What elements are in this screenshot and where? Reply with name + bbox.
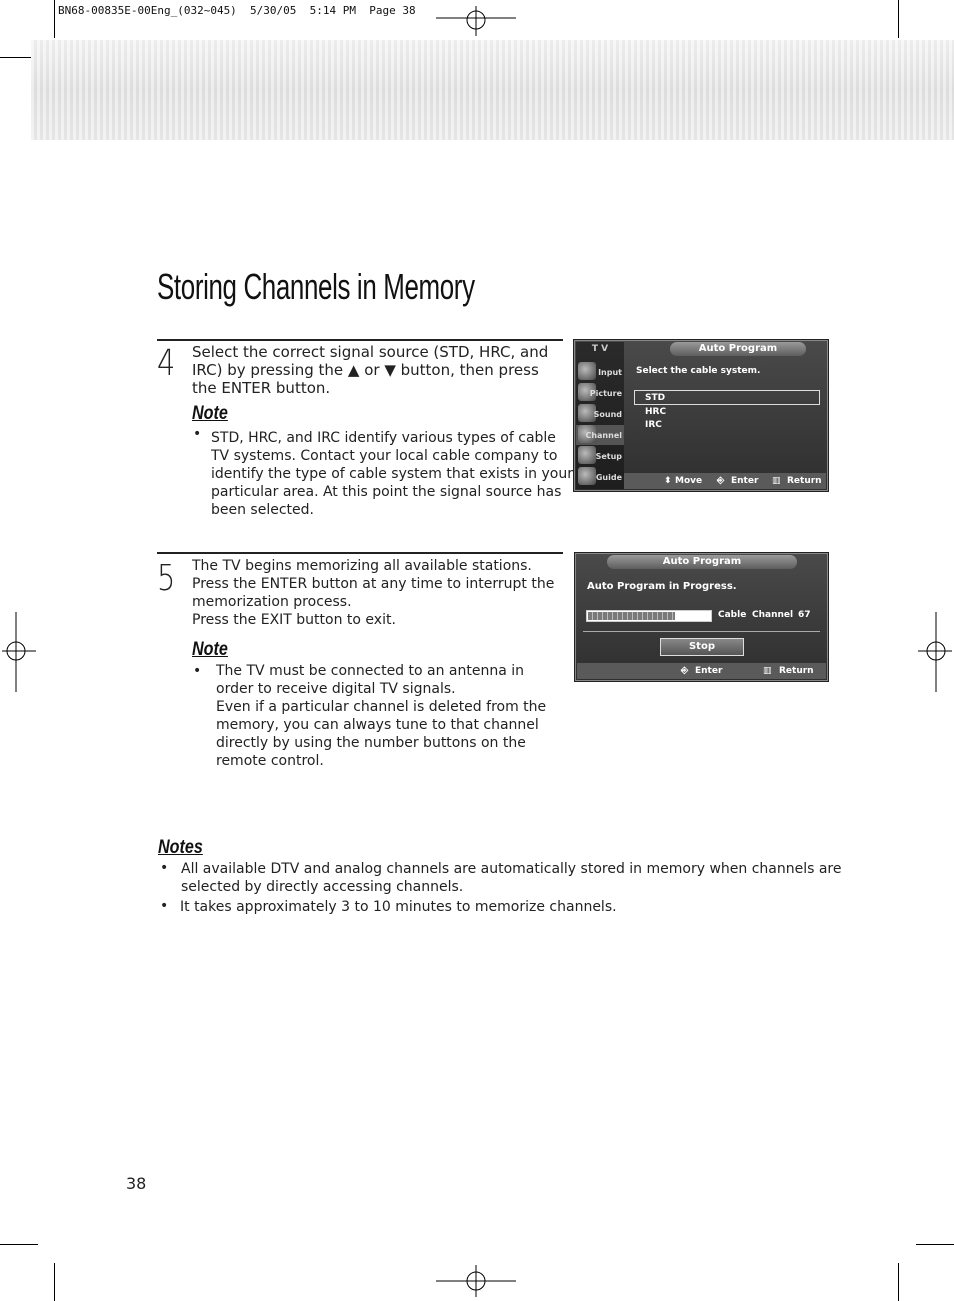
step4-note-line: identify the type of cable system that exists in your — [211, 466, 573, 482]
notes-line: selected by directly accessing channels. — [181, 879, 464, 895]
bullet-icon: • — [160, 860, 169, 876]
osd-footer-return: Return — [787, 476, 822, 486]
osd-mode-label: T V — [591, 344, 609, 354]
step4-line: the ENTER button. — [192, 379, 331, 397]
step4-text — [192, 343, 552, 397]
step4-note-heading: Note — [192, 403, 228, 424]
notes-line: It takes approximately 3 to 10 minutes to memorize channels. — [180, 899, 617, 915]
step5-rule — [157, 552, 563, 554]
crop-mark — [898, 0, 899, 38]
crop-mark — [898, 1263, 899, 1301]
osd-menu-guide[interactable] — [576, 467, 624, 487]
notes-line: All available DTV and analog channels are automatically stored in memory when channels are — [181, 861, 842, 877]
input-icon — [578, 362, 596, 380]
step4-note-line: TV systems. Contact your local cable company to — [211, 448, 558, 464]
step4-note-line: particular area. At this point the signal source has — [211, 484, 562, 500]
page-title: Storing Channels in Memory — [157, 266, 475, 307]
step5-note-line: remote control. — [216, 753, 324, 769]
bullet-icon: • — [193, 663, 202, 679]
stop-button[interactable]: Stop — [660, 638, 744, 656]
osd-menu-label: Sound — [593, 410, 622, 419]
tv-screen-auto-program-progress — [574, 552, 829, 682]
registration-target-icon — [0, 612, 38, 692]
tv-screen-auto-program-cable — [573, 339, 829, 492]
step4-note-body — [211, 429, 573, 519]
step5-note-line: directly by using the number buttons on the — [216, 735, 526, 751]
osd-footer-return: Return — [779, 666, 814, 676]
osd-footer-enter: Enter — [731, 476, 759, 486]
enter-icon: ⎆ — [717, 476, 725, 486]
step4-number: 4 — [157, 343, 176, 384]
step5-note-body — [216, 662, 546, 770]
osd-menu-label: Input — [598, 368, 622, 377]
osd-status: Auto Program in Progress. — [587, 581, 737, 592]
osd-footer — [624, 473, 826, 489]
osd-footer-enter: Enter — [695, 666, 723, 676]
setup-icon — [578, 446, 596, 464]
step5-note-heading: Note — [192, 639, 228, 660]
crop-mark — [916, 1244, 954, 1245]
step4-line: IRC) by pressing the ▲ or ▼ button, then press — [192, 361, 539, 379]
registration-target-icon — [916, 612, 954, 692]
osd-divider — [583, 631, 820, 632]
enter-icon: ⎆ — [681, 666, 689, 676]
notes-heading: Notes — [158, 837, 203, 858]
osd-channel-label: Channel — [752, 610, 794, 620]
bullet-icon: • — [160, 898, 169, 914]
step5-text — [192, 557, 555, 629]
step4-note-line: been selected. — [211, 502, 314, 518]
crop-mark — [54, 0, 55, 38]
step5-note-line: Even if a particular channel is deleted from the — [216, 699, 547, 715]
step5-note-line: memory, you can always tune to that channel — [216, 717, 539, 733]
return-icon: ▥ — [763, 666, 772, 676]
osd-menu-label: Picture — [589, 389, 622, 398]
osd-menu-title: Auto Program — [670, 342, 806, 356]
osd-footer — [577, 663, 826, 679]
return-icon: ▥ — [772, 476, 781, 486]
registration-target-icon — [436, 1263, 516, 1301]
notes-item — [180, 898, 820, 916]
guide-icon — [578, 467, 596, 485]
osd-menu-sound[interactable] — [576, 404, 624, 424]
crop-mark — [0, 1244, 38, 1245]
osd-menu-setup[interactable] — [576, 446, 624, 466]
osd-sidebar — [576, 342, 624, 489]
osd-channel-value: 67 — [798, 610, 811, 620]
move-icon: ⬍ — [664, 476, 672, 486]
osd-menu-label: Setup — [595, 452, 622, 461]
osd-option-hrc[interactable]: HRC — [645, 407, 667, 417]
osd-menu-title: Auto Program — [607, 555, 797, 569]
step4-note-line: STD, HRC, and IRC identify various types of cable — [211, 430, 556, 446]
osd-option-std[interactable]: STD — [645, 393, 666, 403]
osd-menu-input[interactable] — [576, 362, 624, 382]
osd-option-irc[interactable]: IRC — [645, 420, 662, 430]
notes-item — [181, 860, 842, 896]
header-band — [31, 40, 954, 140]
page-number: 38 — [126, 1174, 147, 1193]
step5-number: 5 — [157, 558, 176, 599]
osd-menu-label: Guide — [595, 473, 622, 482]
osd-menu-channel[interactable] — [576, 425, 624, 445]
crop-mark — [54, 1263, 55, 1301]
step5-line: Press the EXIT button to exit. — [192, 612, 396, 628]
print-header: BN68-00835E-00Eng_(032~045) 5/30/05 5:14 PM Page 38 — [58, 4, 416, 17]
osd-source: Cable — [718, 610, 747, 620]
osd-prompt: Select the cable system. — [636, 366, 761, 376]
osd-footer-move: Move — [675, 476, 703, 486]
step5-note-line: order to receive digital TV signals. — [216, 681, 456, 697]
step5-note-line: The TV must be connected to an antenna in — [216, 663, 525, 679]
osd-menu-label: Channel — [585, 431, 622, 440]
osd-progress-fill — [588, 612, 675, 620]
bullet-icon: • — [193, 426, 202, 442]
osd-progress-bar — [586, 610, 712, 622]
registration-target-icon — [436, 0, 516, 38]
osd-menu-picture[interactable] — [576, 383, 624, 403]
step4-rule — [157, 339, 563, 341]
step4-line: Select the correct signal source (STD, HRC, and — [192, 343, 549, 361]
step5-line: memorization process. — [192, 594, 352, 610]
step5-line: The TV begins memorizing all available stations. — [192, 558, 532, 574]
step5-line: Press the ENTER button at any time to interrupt the — [192, 576, 555, 592]
